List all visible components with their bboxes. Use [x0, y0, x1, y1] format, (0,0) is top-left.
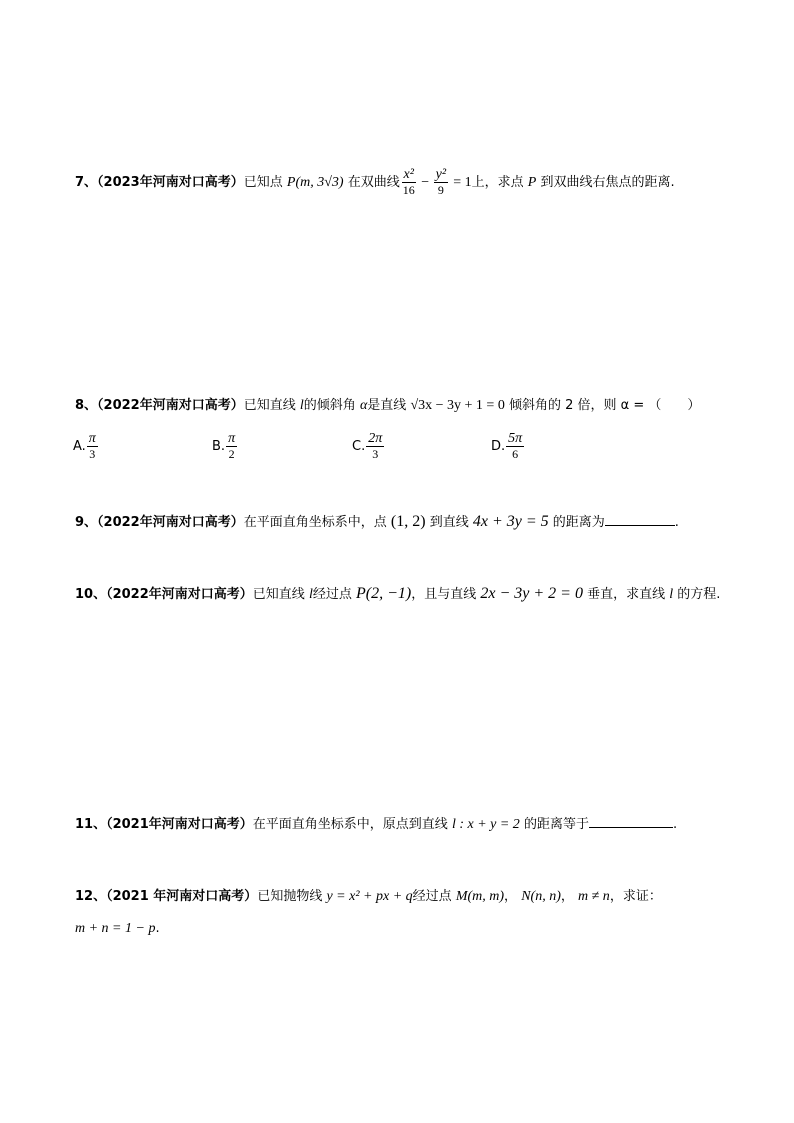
question-text: ，且与直线: [411, 587, 477, 602]
math-condition: m ≠ n: [578, 889, 610, 904]
math-point: M(m, m): [455, 889, 505, 904]
question-source: （2023年河南对口高考）: [97, 175, 244, 190]
question-number: 11、: [75, 817, 107, 832]
question-text: 已知直线: [252, 587, 305, 602]
question-text: 的距离等于: [523, 817, 589, 832]
question-12: [75, 887, 662, 907]
math-fraction: $\frac{2\pi}{3}$: [368, 431, 383, 461]
question-source: （2021 年河南对口高考）: [106, 889, 258, 904]
math-fraction: $\frac{\text{y²}}{9}$: [435, 167, 447, 197]
separator: ，: [560, 889, 574, 904]
period: .: [674, 515, 679, 530]
question-text: 在双曲线: [347, 175, 400, 190]
option-c: [352, 432, 385, 461]
question-text: 已知抛物线: [257, 889, 323, 904]
question-text: 在平面直角坐标系中，点: [243, 515, 387, 530]
question-text: 的倾斜角: [303, 398, 356, 413]
question-number: 10、: [75, 587, 107, 602]
math-line-equation: √3x − 3y + 1 = 0: [410, 398, 505, 413]
math-proof-statement: m + n = 1 − p: [75, 921, 156, 936]
option-label: D.: [491, 439, 506, 454]
math-var: α: [359, 398, 368, 413]
question-text: 到直线: [429, 515, 469, 530]
question-text: 上，求点: [471, 175, 524, 190]
question-source: （2022年河南对口高考）: [97, 398, 244, 413]
answer-blank[interactable]: [589, 813, 673, 828]
option-a: [73, 432, 99, 461]
question-text: 垂直，求直线: [587, 587, 666, 602]
option-b: [212, 432, 238, 461]
math-var: l: [299, 398, 304, 413]
math-fraction: $\frac{\text{x²}}{16}$: [402, 167, 415, 197]
math-point: N(n, n): [521, 889, 561, 904]
math-parabola: y = x² + px + q: [326, 889, 413, 904]
question-text: 是直线: [367, 398, 407, 413]
question-text: 已知点: [243, 175, 283, 190]
option-label: B.: [212, 439, 226, 454]
math-fraction: $\frac{5\pi}{6}$: [508, 431, 523, 461]
question-text: ，求证：: [609, 889, 662, 904]
question-11: [75, 813, 677, 835]
math-point: (1, 2): [390, 513, 426, 530]
option-label: A.: [73, 439, 86, 454]
question-text: 的距离为: [552, 515, 605, 530]
question-10: [75, 584, 720, 605]
question-text: 在平面直角坐标系中，原点到直线: [252, 817, 448, 832]
question-9: [75, 511, 679, 533]
question-number: 8、: [75, 398, 98, 413]
question-8: [75, 396, 700, 416]
math-line-equation: 2x − 3y + 2 = 0: [480, 585, 583, 602]
math-line-equation: 4x + 3y = 5: [472, 513, 549, 530]
question-source: （2021年河南对口高考）: [106, 817, 253, 832]
period: .: [672, 817, 678, 832]
question-12-continued: [75, 919, 160, 939]
question-text: 到双曲线右焦点的距离.: [540, 175, 675, 190]
question-number: 12、: [75, 889, 107, 904]
question-text: 经过点: [312, 587, 352, 602]
math-equals: = 1: [453, 175, 472, 190]
answer-blank[interactable]: [605, 511, 675, 526]
question-source: （2022年河南对口高考）: [97, 515, 244, 530]
period: .: [155, 921, 160, 936]
math-var: l: [669, 587, 674, 602]
math-fraction: $\frac{\pi}{2}$: [228, 431, 236, 461]
question-source: （2022年河南对口高考）: [106, 587, 253, 602]
math-line-equation: l : x + y = 2: [451, 817, 520, 832]
separator: ，: [504, 889, 518, 904]
question-text: 经过点: [412, 889, 452, 904]
question-7: 7、（2023年河南对口高考）已知点 P(m, 3√3) 在双曲线 $\frac{\text{x²}}{16}$ − $\frac{\text{y²}}{9}$ = 1上，求点 P 到双曲线右焦点的距离.: [75, 167, 675, 197]
question-text: α = （ ）: [620, 398, 701, 413]
question-text: 倾斜角的 2 倍，则: [508, 398, 617, 413]
question-number: 9、: [75, 515, 98, 530]
math-point: P(m, 3√3): [286, 175, 344, 190]
question-number: 7、: [75, 175, 98, 190]
math-var: P: [527, 175, 537, 190]
math-fraction: $\frac{\pi}{3}$: [88, 431, 96, 461]
math-point: P(2, −1): [355, 585, 412, 602]
question-text: 已知直线: [243, 398, 296, 413]
option-d: [491, 432, 525, 461]
math-var: l: [308, 587, 313, 602]
question-text: 的方程.: [677, 587, 721, 602]
option-label: C.: [352, 439, 366, 454]
